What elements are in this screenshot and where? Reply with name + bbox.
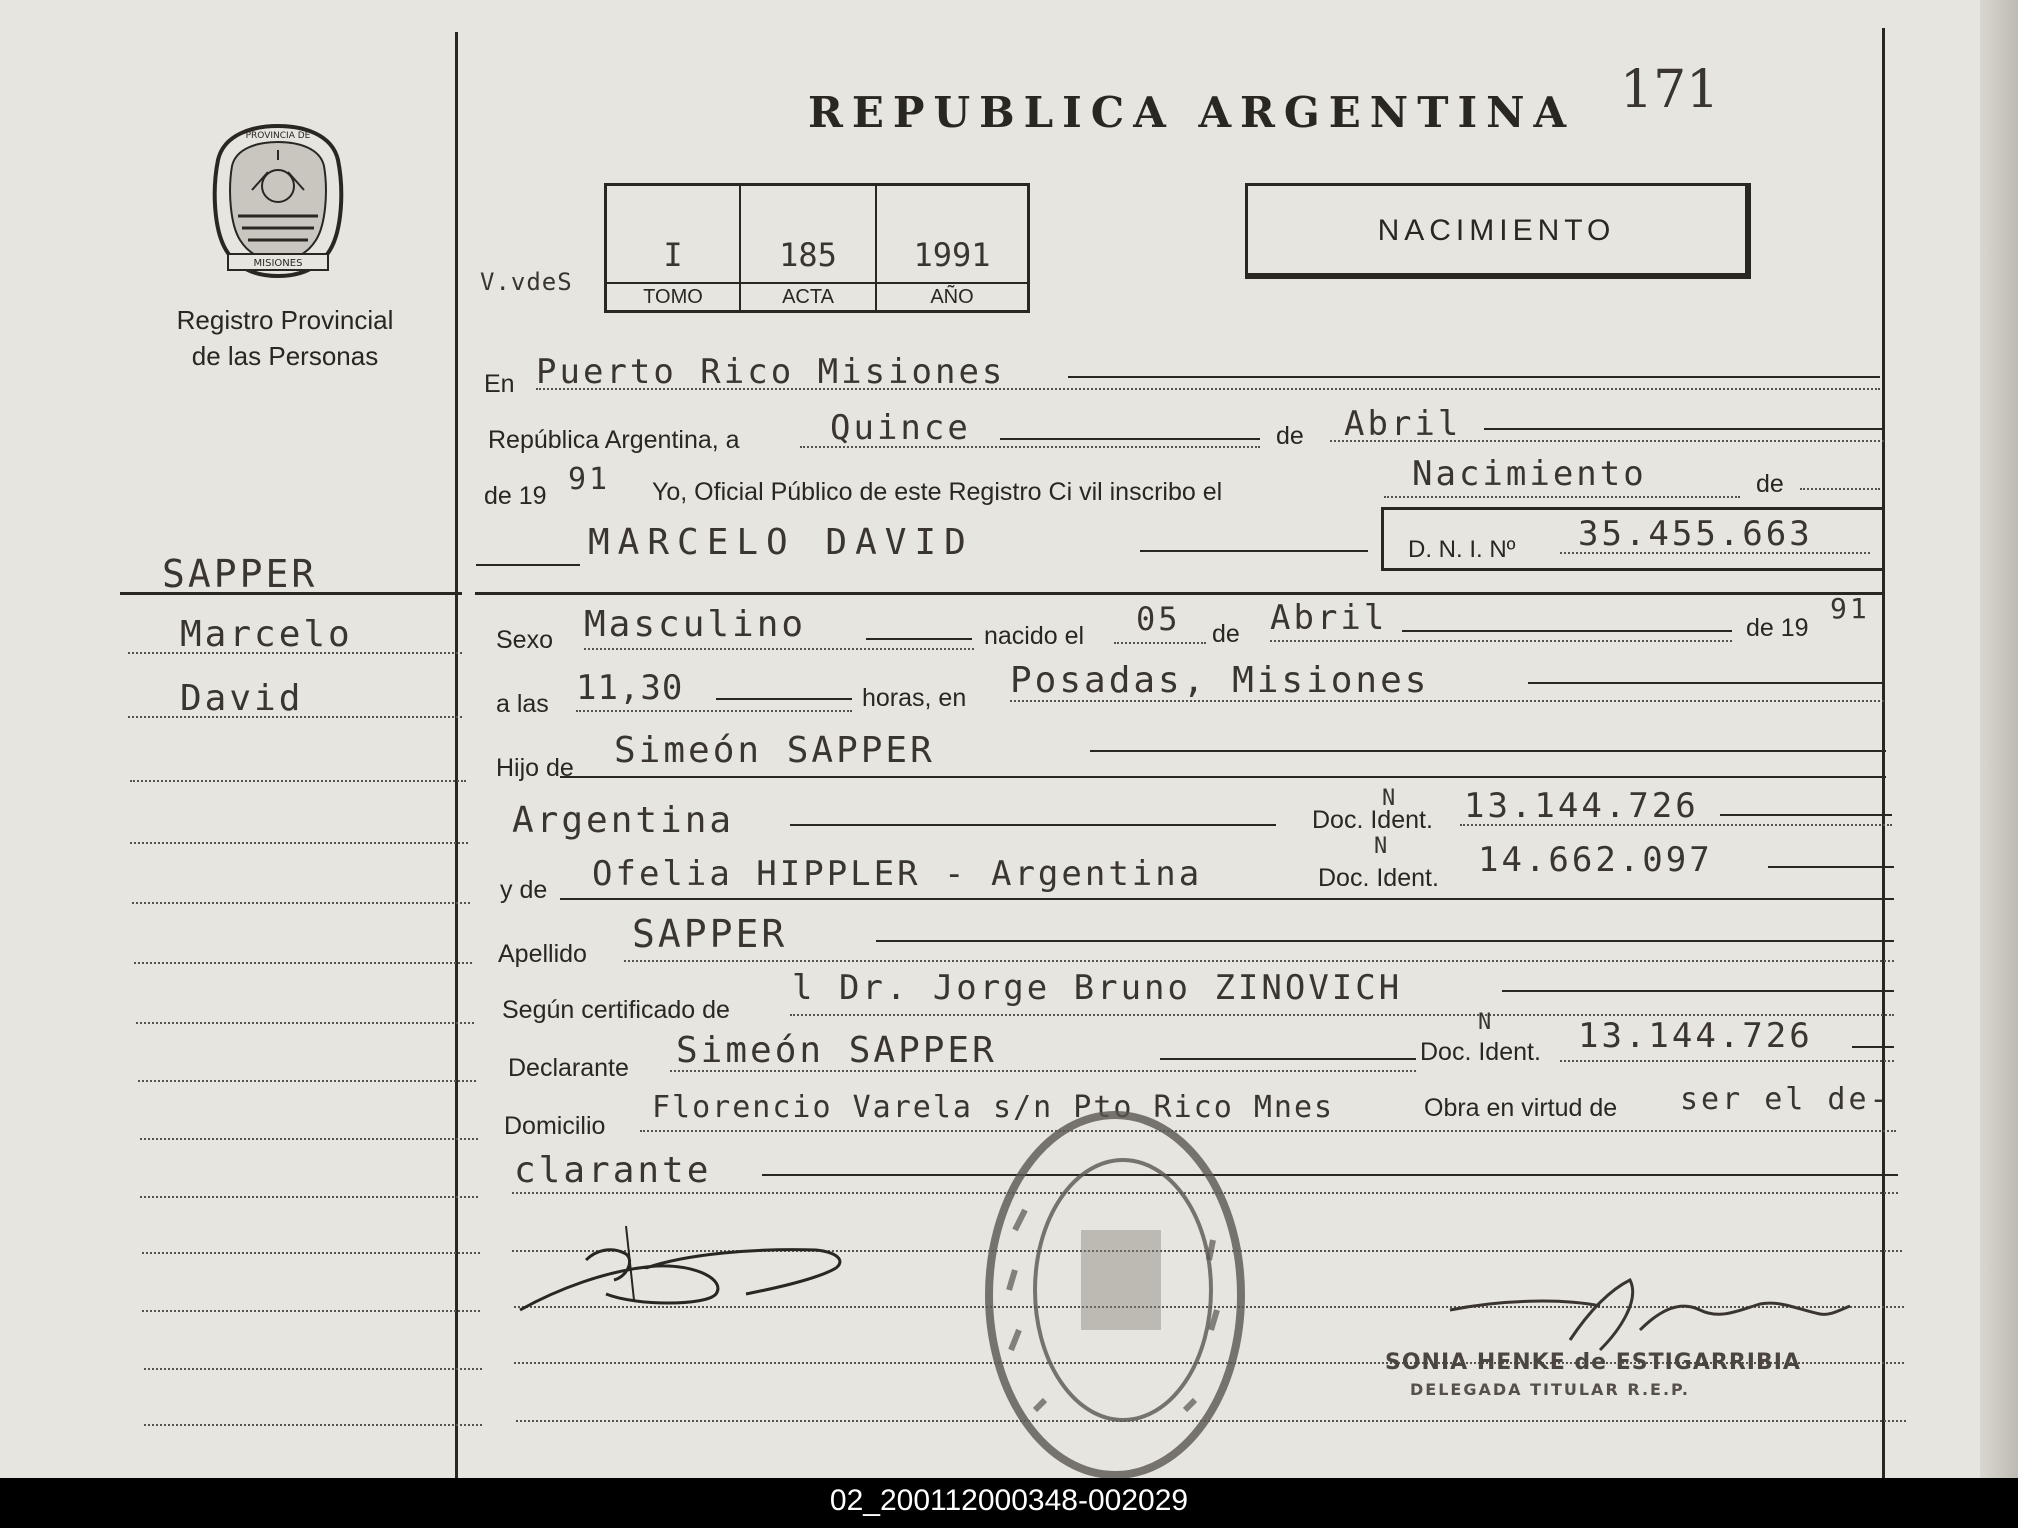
margin-line xyxy=(144,1424,482,1426)
registry-name xyxy=(120,302,450,374)
tomo-cell xyxy=(607,186,741,310)
province-emblem-icon xyxy=(208,120,348,280)
fill-dots xyxy=(1560,552,1870,554)
fill-dots xyxy=(800,446,1260,448)
margin-line xyxy=(140,1138,478,1140)
declarante-doc-label: Doc. Ident. xyxy=(1420,1038,1541,1066)
fill-line xyxy=(1140,550,1368,552)
obra-value-2: clarante xyxy=(514,1150,712,1191)
emblem-text-bottom: MISIONES xyxy=(253,258,303,269)
fill-line xyxy=(1402,630,1732,632)
tomo-label: TOMO xyxy=(607,282,739,309)
margin-line xyxy=(136,1022,474,1024)
fill-dots xyxy=(1010,700,1884,702)
official-seal-icon xyxy=(985,1110,1245,1480)
padre-value: Simeón SAPPER xyxy=(614,730,935,771)
republica-label: República Argentina, a xyxy=(488,426,740,454)
margin-line xyxy=(138,1080,476,1082)
fill-line xyxy=(1502,990,1894,992)
margin-line xyxy=(132,902,470,904)
margin-line xyxy=(128,716,462,718)
fill-line xyxy=(1160,1058,1416,1060)
year-value: 91 xyxy=(568,462,611,497)
padre-doc: 13.144.726 xyxy=(1464,786,1699,826)
margin-line xyxy=(130,780,466,782)
left-column-divider xyxy=(455,32,458,1478)
fill-line xyxy=(560,898,1894,900)
day-value: Quince xyxy=(830,408,971,448)
fill-line xyxy=(1068,376,1880,378)
padre-doc-n: N xyxy=(1382,786,1399,811)
fill-dots xyxy=(1270,640,1732,642)
fill-dots xyxy=(536,388,1880,390)
yde-label: y de xyxy=(500,876,548,904)
apellido-label: Apellido xyxy=(498,940,587,968)
margin-surname: SAPPER xyxy=(162,552,318,596)
official-name-stamp: SONIA HENKE de ESTIGARRIBIA xyxy=(1385,1350,1801,1375)
apellido-value: SAPPER xyxy=(632,912,788,956)
madre-doc-label: Doc. Ident. xyxy=(1318,864,1439,892)
madre-doc-n: N xyxy=(1374,834,1391,859)
madre-doc: 14.662.097 xyxy=(1478,840,1713,880)
record-type-box xyxy=(1245,183,1751,279)
margin-line xyxy=(134,962,472,964)
dni-label: D. N. I. Nº xyxy=(1408,536,1516,563)
form-rule xyxy=(475,592,1885,595)
sexo-value: Masculino xyxy=(584,604,807,645)
image-caption: 02_200112000348-002029 xyxy=(829,1484,1189,1517)
fill-line xyxy=(560,776,1886,778)
nacido-day: 05 xyxy=(1136,600,1181,638)
fill-dots xyxy=(1560,1060,1894,1062)
fill-dots xyxy=(576,710,852,712)
fill-line xyxy=(716,698,852,700)
acta-reference-box xyxy=(604,183,1030,313)
sexo-label: Sexo xyxy=(496,626,553,654)
page-edge xyxy=(1980,0,2018,1478)
obra-value-1: ser el de- xyxy=(1680,1082,1891,1117)
fill-dots xyxy=(1114,642,1206,644)
fill-line xyxy=(1720,814,1892,816)
acta-value: 185 xyxy=(779,236,837,274)
fill-line xyxy=(1852,1046,1894,1048)
de-label-2: de xyxy=(1756,470,1784,498)
hora-value: 11,30 xyxy=(576,668,684,708)
horas-label: horas, en xyxy=(862,684,967,712)
obra-label: Obra en virtud de xyxy=(1424,1094,1618,1122)
right-border xyxy=(1882,28,1885,1478)
en-label: En xyxy=(484,370,515,398)
padre-doc-label: Doc. Ident. xyxy=(1312,806,1433,834)
fill-dots xyxy=(1460,824,1892,826)
registry-line-1: Registro Provincial xyxy=(176,305,394,335)
official-role-stamp: DELEGADA TITULAR R.E.P. xyxy=(1410,1380,1690,1399)
anio-value: 1991 xyxy=(913,236,991,274)
anio-cell xyxy=(877,186,1027,310)
acta-label: ACTA xyxy=(741,282,875,309)
fill-line xyxy=(876,940,1894,942)
name-value: MARCELO DAVID xyxy=(588,522,974,563)
fill-dots xyxy=(624,960,1894,962)
page-title: REPUBLICA ARGENTINA xyxy=(808,88,1576,137)
margin-line xyxy=(142,1310,480,1312)
nacido-month: Abril xyxy=(1270,598,1388,638)
acta-cell xyxy=(741,186,877,310)
margin-given-name-1: Marcelo xyxy=(180,614,353,655)
declarante-doc: 13.144.726 xyxy=(1578,1016,1813,1056)
fill-line xyxy=(476,564,580,566)
declarant-signature-icon xyxy=(516,1220,856,1320)
domicilio-value: Florencio Varela s/n Pto Rico Mnes xyxy=(652,1090,1335,1125)
alas-label: a las xyxy=(496,690,549,718)
nacido-label: nacido el xyxy=(984,622,1085,650)
side-note: V.vdeS xyxy=(480,268,573,296)
registry-line-2: de las Personas xyxy=(191,341,379,371)
tomo-value: I xyxy=(663,236,683,274)
page-number: 171 xyxy=(1620,60,1720,120)
fill-line xyxy=(1090,750,1886,752)
en-value: Puerto Rico Misiones xyxy=(536,352,1006,392)
nacido-de19-label: de 19 xyxy=(1746,614,1809,642)
margin-line xyxy=(144,1368,482,1370)
de-label: de xyxy=(1276,422,1304,450)
fill-line xyxy=(1000,438,1260,440)
fill-line xyxy=(790,824,1276,826)
margin-line xyxy=(142,1252,480,1254)
declarante-label: Declarante xyxy=(508,1054,629,1082)
fill-dots xyxy=(1330,440,1884,442)
declarante-value: Simeón SAPPER xyxy=(676,1030,997,1071)
yo-label: Yo, Oficial Público de este Registro Ci vil inscribo el xyxy=(652,478,1223,506)
fill-line xyxy=(1484,428,1884,430)
fill-line xyxy=(762,1174,1898,1176)
fill-dots xyxy=(640,1130,1896,1132)
fill-line xyxy=(866,638,972,640)
margin-line xyxy=(140,1196,478,1198)
fill-line xyxy=(1528,682,1884,684)
month-value: Abril xyxy=(1344,404,1462,444)
dni-value: 35.455.663 xyxy=(1578,514,1813,554)
fill-dots xyxy=(670,1070,1416,1072)
segun-label: Según certificado de xyxy=(502,996,730,1024)
fill-line xyxy=(1768,866,1894,868)
fill-dots xyxy=(1384,496,1740,498)
hijo-label: Hijo de xyxy=(496,754,574,782)
nacido-de-label: de xyxy=(1212,620,1240,648)
declarante-doc-n: N xyxy=(1478,1010,1495,1035)
anio-label: AÑO xyxy=(877,282,1027,309)
fill-dots xyxy=(1800,488,1880,490)
margin-line xyxy=(128,652,462,654)
margin-line xyxy=(130,842,468,844)
padre-nacionalidad: Argentina xyxy=(512,800,735,841)
medico-value: l Dr. Jorge Bruno ZINOVICH xyxy=(792,968,1403,1008)
de19-label: de 19 xyxy=(484,482,547,510)
domicilio-label: Domicilio xyxy=(504,1112,606,1140)
record-type-label: NACIMIENTO xyxy=(1377,214,1616,247)
margin-given-name-2: David xyxy=(180,678,304,719)
nacido-year: 91 xyxy=(1830,592,1870,625)
lugar-value: Posadas, Misiones xyxy=(1010,660,1430,701)
madre-value: Ofelia HIPPLER - Argentina xyxy=(592,854,1203,894)
inscribo-value: Nacimiento xyxy=(1412,454,1647,494)
emblem-text-top: PROVINCIA DE xyxy=(245,131,311,141)
fill-dots xyxy=(584,648,974,650)
